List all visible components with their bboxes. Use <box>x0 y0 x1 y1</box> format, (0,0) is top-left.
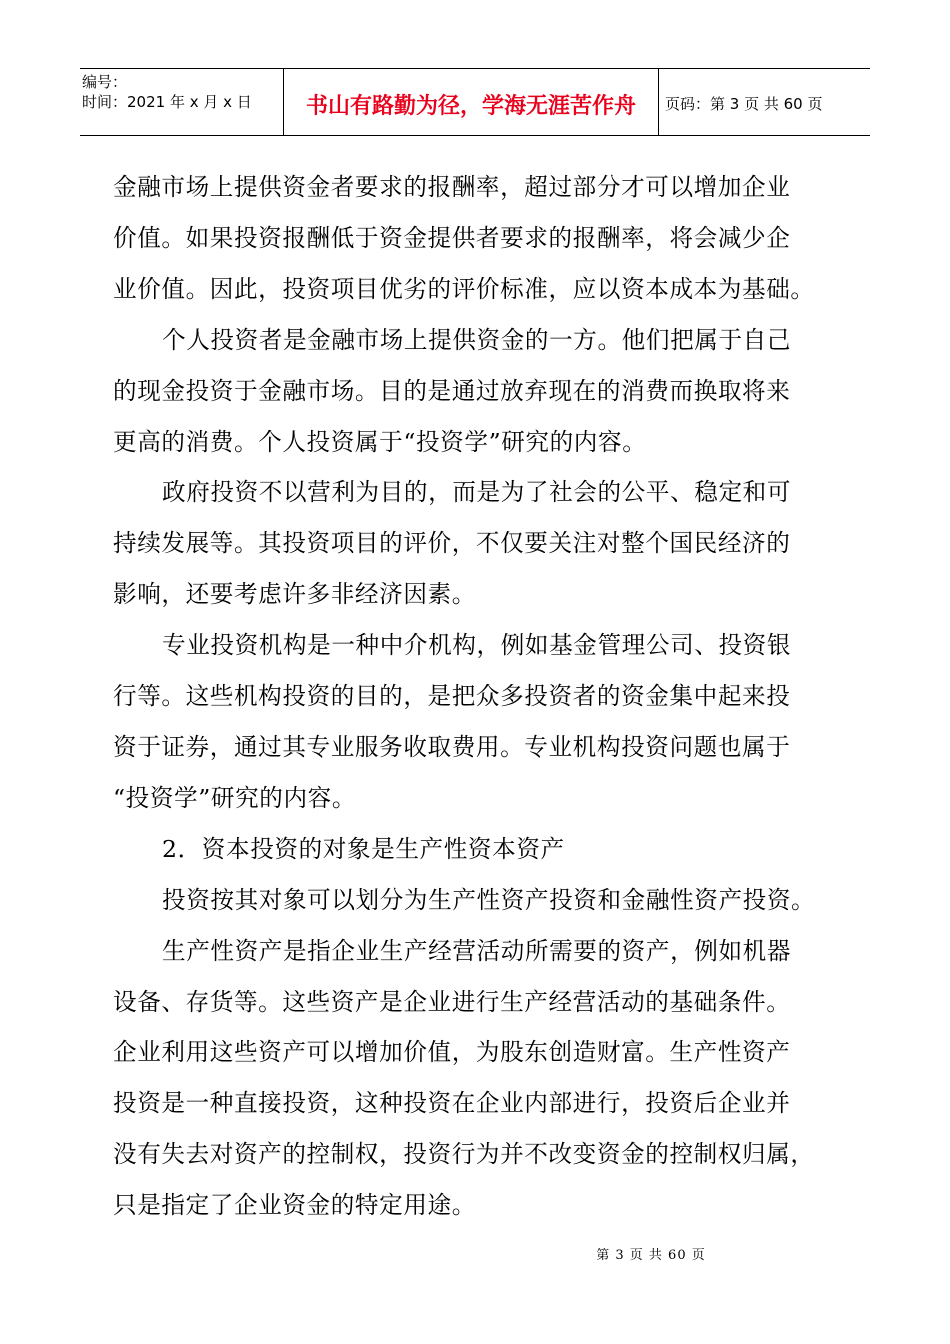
text-line: 行等。这些机构投资的目的，是把众多投资者的资金集中起来投 <box>113 682 791 711</box>
document-number-label: 编号： <box>82 73 128 91</box>
page-footer <box>0 1244 950 1263</box>
paragraph <box>113 467 848 620</box>
header-page-info: 页码：第 3 页 共 60 页 <box>665 94 823 113</box>
document-time-label: 时间：2021 年 x 月 x 日 <box>82 93 252 111</box>
text-line: 没有失去对资产的控制权，投资行为并不改变资金的控制权归属， <box>113 1140 815 1169</box>
text-line: 投资是一种直接投资，这种投资在企业内部进行，投资后企业并 <box>113 1089 791 1118</box>
text-line: 影响，还要考虑许多非经济因素。 <box>113 580 476 609</box>
text-line: “投资学”研究的内容。 <box>113 783 357 812</box>
header-motto: 书山有路勤为径，学海无涯苦作舟 <box>305 93 636 119</box>
paragraph <box>113 162 848 315</box>
text-line: 更高的消费。个人投资属于“投资学”研究的内容。 <box>113 427 647 456</box>
document-body <box>113 162 848 1231</box>
text-line: 业价值。因此，投资项目优劣的评价标准，应以资本成本为基础。 <box>113 274 815 303</box>
paragraph <box>113 875 848 926</box>
text-line: 金融市场上提供资金者要求的报酬率，超过部分才可以增加企业 <box>113 173 791 201</box>
text-line: 的现金投资于金融市场。目的是通过放弃现在的消费而换取将来 <box>113 376 791 405</box>
paragraph <box>113 926 848 1231</box>
document-header <box>80 68 870 136</box>
text-line: 2．资本投资的对象是生产性资本资产 <box>162 834 565 863</box>
header-page-cell <box>659 69 870 135</box>
text-line: 专业投资机构是一种中介机构，例如基金管理公司、投资银 <box>162 631 792 660</box>
text-line: 企业利用这些资产可以增加价值，为股东创造财富。生产性资产 <box>113 1038 791 1067</box>
text-line: 政府投资不以营利为目的，而是为了社会的公平、稳定和可 <box>162 478 792 507</box>
text-line: 价值。如果投资报酬低于资金提供者要求的报酬率，将会减少企 <box>113 223 791 252</box>
text-line: 设备、存货等。这些资产是企业进行生产经营活动的基础条件。 <box>113 987 791 1016</box>
text-line: 资于证券，通过其专业服务收取费用。专业机构投资问题也属于 <box>113 732 791 761</box>
footer-page-number: 第 3 页 共 60 页 <box>596 1248 706 1263</box>
text-line: 只是指定了企业资金的特定用途。 <box>113 1191 476 1220</box>
header-motto-cell <box>284 69 659 135</box>
paragraph <box>113 315 848 468</box>
text-line: 生产性资产是指企业生产经营活动所需要的资产，例如机器 <box>162 936 792 965</box>
text-line: 投资按其对象可以划分为生产性资产投资和金融性资产投资。 <box>162 885 816 914</box>
header-meta-cell <box>80 69 284 135</box>
paragraph <box>113 620 848 824</box>
paragraph <box>113 824 848 875</box>
text-line: 持续发展等。其投资项目的评价，不仅要关注对整个国民经济的 <box>113 529 791 558</box>
text-line: 个人投资者是金融市场上提供资金的一方。他们把属于自己 <box>162 325 792 354</box>
